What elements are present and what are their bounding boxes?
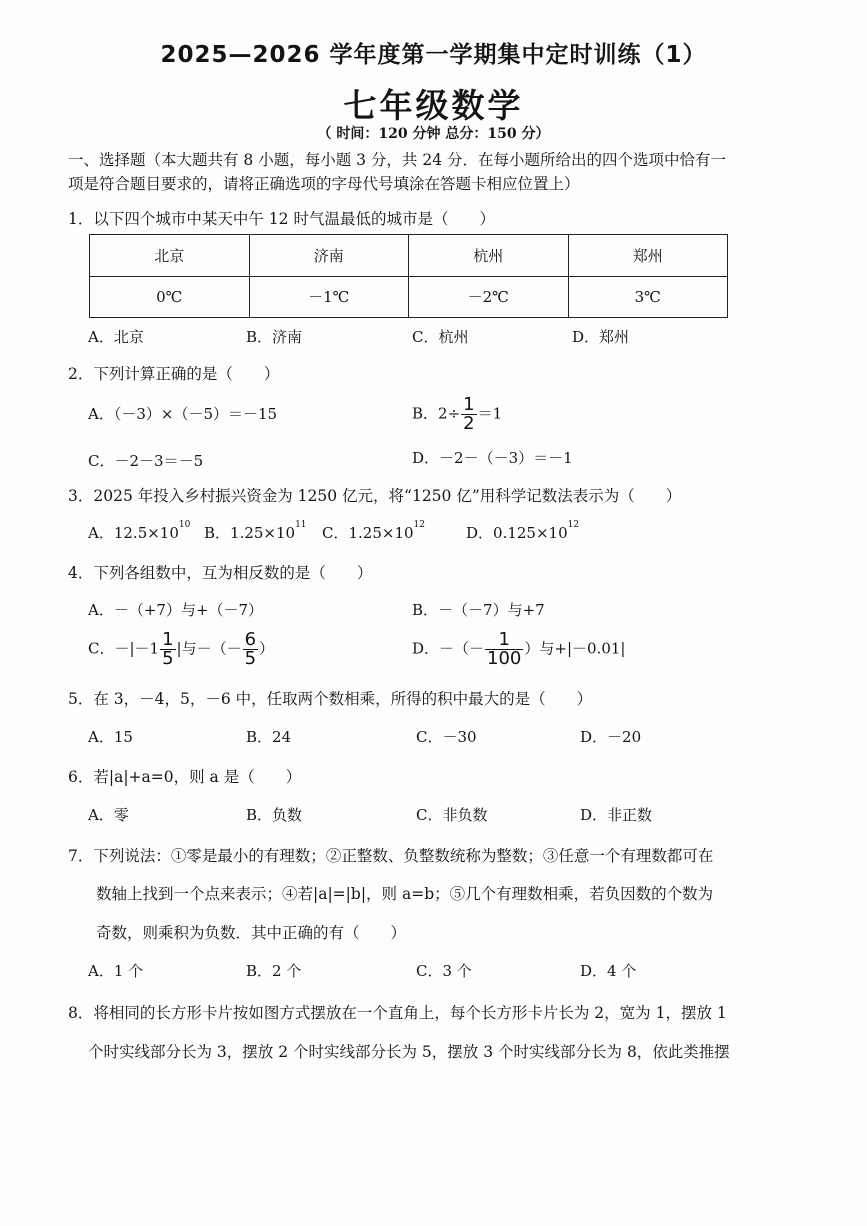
q6-option-a[interactable]: A．零 bbox=[88, 806, 129, 824]
fraction-denominator: 2 bbox=[463, 413, 475, 434]
q3-option-b[interactable] bbox=[204, 522, 307, 543]
q7-line1: 7．下列说法：①零是最小的有理数；②正整数、负整数统称为整数；③任意一个有理数都可在 bbox=[68, 847, 714, 865]
q6-option-d[interactable]: D．非正数 bbox=[580, 806, 653, 824]
q4-c-suffix: ） bbox=[259, 639, 275, 658]
q3-option-a[interactable] bbox=[88, 522, 190, 543]
fraction-numerator: 6 bbox=[244, 629, 257, 650]
q2-option-a[interactable]: A．（－3）×（－5）＝－15 bbox=[88, 405, 278, 423]
q2-stem: 2．下列计算正确的是（ ） bbox=[68, 365, 280, 383]
q3-a-base: A．12.5×10 bbox=[88, 524, 179, 542]
table-row-temps bbox=[90, 276, 728, 318]
q8-line1: 8．将相同的长方形卡片按如图方式摆放在一个直角上，每个长方形卡片长为 2，宽为 1，摆放 1 bbox=[68, 1004, 727, 1022]
fraction-denominator: 5 bbox=[162, 648, 174, 669]
fraction-numerator: 1 bbox=[162, 629, 174, 650]
q2-b-suffix: ＝1 bbox=[477, 404, 503, 423]
q3-stem: 3．2025 年投入乡村振兴资金为 1250 亿元，将“1250 亿”用科学记数法表示为（ ） bbox=[68, 487, 682, 505]
q1-option-a[interactable]: A．北京 bbox=[88, 328, 144, 346]
table-cell: 济南 bbox=[249, 235, 409, 277]
q5-stem: 5．在 3，－4，5，－6 中，任取两个数相乘，所得的积中最大的是（ ） bbox=[68, 690, 593, 708]
q1-stem: 1．以下四个城市中某天中午 12 时气温最低的城市是（ ） bbox=[68, 210, 495, 228]
q7-option-c[interactable]: C．3 个 bbox=[416, 962, 472, 980]
q4-option-b[interactable]: B．－（－7）与+7 bbox=[412, 601, 545, 619]
q4-option-a[interactable]: A．－（+7）与+（－7） bbox=[88, 601, 264, 619]
table-cell: －2℃ bbox=[409, 276, 569, 318]
q3-c-exponent: 12 bbox=[413, 520, 425, 530]
temperature-table bbox=[89, 234, 728, 318]
fraction bbox=[243, 631, 258, 668]
table-cell: 杭州 bbox=[409, 235, 569, 277]
q5-option-d[interactable]: D．－20 bbox=[580, 728, 642, 746]
q4-c-prefix: C．－|－1 bbox=[88, 639, 160, 658]
q7-line3: 奇数，则乘积为负数．其中正确的有（ ） bbox=[96, 924, 407, 942]
q7-option-d[interactable]: D．4 个 bbox=[580, 962, 637, 980]
subject-title: 七年级数学 bbox=[343, 86, 524, 125]
fraction-numerator: 1 bbox=[463, 394, 475, 415]
fraction-numerator: 1 bbox=[485, 631, 523, 650]
q3-option-c[interactable] bbox=[322, 522, 425, 543]
q4-option-c[interactable] bbox=[88, 631, 274, 668]
q6-option-b[interactable]: B．负数 bbox=[246, 806, 303, 824]
q2-option-b[interactable] bbox=[412, 396, 502, 433]
q1-option-c[interactable]: C．杭州 bbox=[412, 328, 469, 346]
fraction bbox=[485, 631, 523, 668]
table-row-cities bbox=[90, 235, 728, 277]
q6-stem: 6．若|a|+a=0，则 a 是（ ） bbox=[68, 768, 302, 786]
q7-option-b[interactable]: B．2 个 bbox=[246, 962, 302, 980]
q4-c-middle: |与－（－ bbox=[176, 639, 242, 658]
q3-b-base: B．1.25×10 bbox=[204, 524, 296, 542]
q1-option-b[interactable]: B．济南 bbox=[246, 328, 303, 346]
q7-line2: 数轴上找到一个点来表示；④若|a|=|b|，则 a=b；⑤几个有理数相乘，若负因数的个数为 bbox=[96, 885, 714, 903]
q5-option-a[interactable]: A．15 bbox=[88, 728, 133, 746]
q5-option-c[interactable]: C．－30 bbox=[416, 728, 477, 746]
fraction bbox=[160, 631, 175, 668]
table-cell: 0℃ bbox=[90, 276, 250, 318]
q3-b-exponent: 11 bbox=[295, 520, 307, 530]
exam-info: （ 时间：120 分钟 总分：150 分） bbox=[317, 126, 550, 142]
q7-option-a[interactable]: A．1 个 bbox=[88, 962, 144, 980]
section-heading-line2: 项是符合题目要求的，请将正确选项的字母代号填涂在答题卡相应位置上） bbox=[68, 175, 580, 193]
table-cell: 北京 bbox=[90, 235, 250, 277]
q2-option-c[interactable]: C．－2－3＝－5 bbox=[88, 452, 204, 470]
q6-option-c[interactable]: C．非负数 bbox=[416, 806, 488, 824]
q3-a-exponent: 10 bbox=[178, 520, 191, 530]
table-cell: －1℃ bbox=[249, 276, 409, 318]
q3-c-base: C．1.25×10 bbox=[322, 524, 414, 542]
fraction-denominator: 5 bbox=[244, 648, 257, 669]
q5-option-b[interactable]: B．24 bbox=[246, 728, 292, 746]
q8-line2: 个时实线部分长为 3，摆放 2 个时实线部分长为 5，摆放 3 个时实线部分长为 8，依此类推摆 bbox=[88, 1043, 730, 1061]
q3-d-base: D．0.125×10 bbox=[466, 524, 568, 542]
exam-title: 2025—2026 学年度第一学期集中定时训练（1） bbox=[160, 42, 707, 68]
q4-stem: 4．下列各组数中，互为相反数的是（ ） bbox=[68, 564, 373, 582]
fraction bbox=[461, 396, 476, 433]
q4-d-suffix: ）与+|－0.01| bbox=[524, 639, 626, 658]
q3-option-d[interactable] bbox=[466, 522, 579, 543]
section-heading-line1: 一、选择题（本大题共有 8 小题，每小题 3 分，共 24 分．在每小题所给出的四个选项中恰有一 bbox=[68, 151, 727, 169]
table-cell: 3℃ bbox=[568, 276, 728, 318]
q2-option-d[interactable]: D．－2－（－3）＝－1 bbox=[412, 449, 573, 467]
fraction-denominator: 100 bbox=[487, 648, 522, 669]
q3-d-exponent: 12 bbox=[567, 520, 580, 530]
q4-d-prefix: D．－（－ bbox=[412, 639, 485, 658]
table-cell: 郑州 bbox=[568, 235, 728, 277]
q1-option-d[interactable]: D．郑州 bbox=[572, 328, 630, 346]
q4-option-d[interactable] bbox=[412, 631, 625, 668]
q2-b-prefix: B．2÷ bbox=[412, 404, 461, 423]
